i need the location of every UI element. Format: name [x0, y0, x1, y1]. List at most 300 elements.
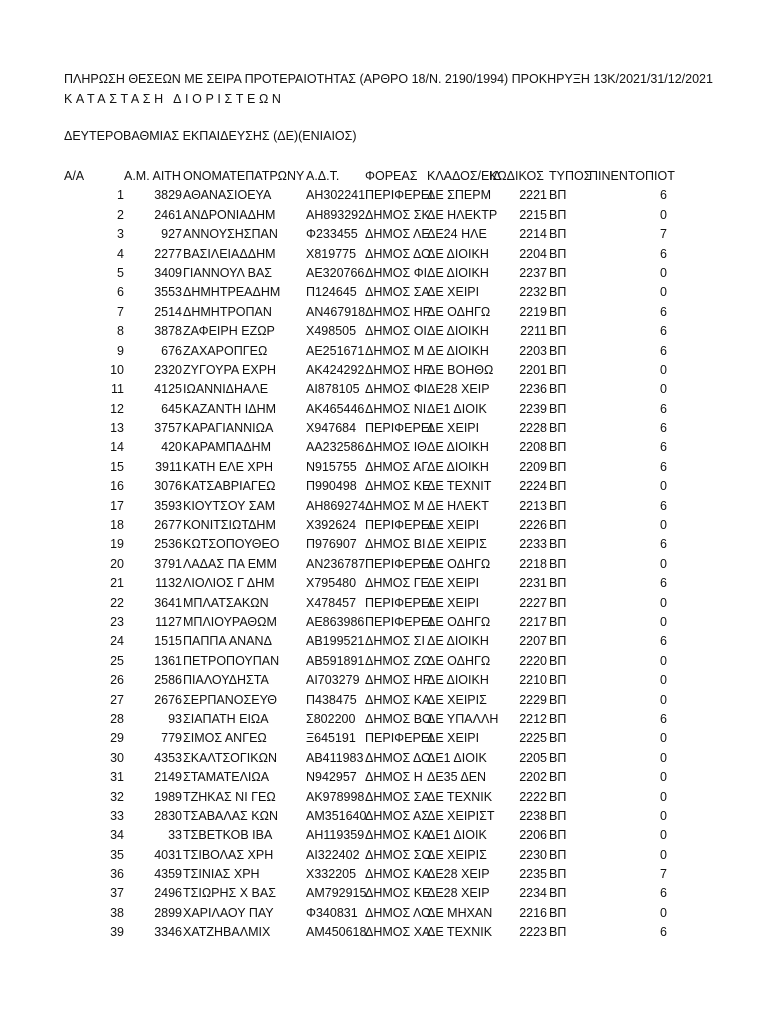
cell-aa: 31 [110, 770, 124, 785]
cell-klados: ΔΕ1 ΔΙΟΙΚ [427, 750, 487, 765]
cell-typ: ΒΠ [549, 304, 567, 319]
cell-name: ΛΑΔΑΣ ΠΑ ΕΜΜ [183, 556, 277, 571]
cell-aa: 32 [110, 789, 124, 804]
cell-am: 2514 [154, 304, 182, 319]
cell-klados: ΔΕ ΟΔΗΓΩ [427, 556, 491, 571]
table-row [0, 361, 768, 380]
cell-adt: ΑΒ411983 [306, 750, 364, 765]
cell-pin: 6 [660, 925, 667, 940]
cell-kod: 2230 [519, 847, 547, 862]
cell-pin: 6 [660, 324, 667, 339]
cell-pin: 6 [660, 711, 667, 726]
cell-typ: ΒΠ [549, 440, 567, 455]
cell-am: 3911 [155, 459, 182, 474]
table-row [0, 458, 768, 477]
cell-typ: ΒΠ [549, 692, 567, 707]
cell-pin: 6 [660, 246, 667, 261]
cell-kod: 2221 [519, 188, 547, 203]
cell-name: ΤΣΙΝΙΑΣ ΧΡΗ [183, 867, 260, 882]
table-row [0, 632, 768, 651]
cell-klados: ΔΕ1 ΔΙΟΙΚ [427, 401, 487, 416]
cell-foreas: ΠΕΡΙΦΕΡΕΙ [365, 188, 433, 203]
cell-typ: ΒΠ [549, 711, 567, 726]
cell-kod: 2235 [519, 867, 547, 882]
cell-aa: 21 [110, 576, 124, 591]
cell-am: 3553 [154, 285, 182, 300]
cell-pin: 0 [660, 847, 667, 862]
cell-name: ΤΣΙΩΡΗΣ Χ ΒΑΣ [183, 886, 276, 901]
cell-kod: 2224 [519, 479, 547, 494]
cell-aa: 33 [110, 808, 124, 823]
cell-adt: ΑΙ878105 [306, 382, 360, 397]
cell-klados: ΔΕ28 ΧΕΙΡ [427, 382, 490, 397]
cell-am: 2676 [154, 692, 182, 707]
header-kod: ΚΩΔΙΚΟΣ [489, 169, 544, 183]
cell-aa: 27 [110, 692, 124, 707]
cell-name: ΣΙΑΠΑΤΗ ΕΙΩΑ [183, 711, 269, 726]
table-row [0, 342, 768, 361]
cell-pin: 0 [660, 556, 667, 571]
cell-pin: 0 [660, 808, 667, 823]
cell-kod: 2223 [519, 925, 547, 940]
cell-adt: Ξ645191 [306, 731, 356, 746]
cell-foreas: ΔΗΜΟΣ ΣΙ [365, 634, 425, 649]
cell-kod: 2210 [519, 673, 547, 688]
cell-pin: 0 [660, 673, 667, 688]
cell-name: ΖΥΓΟΥΡΑ ΕΧΡΗ [183, 362, 277, 377]
cell-am: 1361 [154, 653, 182, 668]
cell-pin: 6 [660, 188, 667, 203]
cell-aa: 38 [110, 905, 124, 920]
cell-adt: Φ233455 [306, 227, 358, 242]
cell-aa: 6 [117, 285, 124, 300]
cell-typ: ΒΠ [549, 576, 567, 591]
cell-am: 645 [161, 401, 182, 416]
cell-name: ΒΑΣΙΛΕΙΑΔΔΗΜ [183, 246, 276, 261]
cell-klados: ΔΕ ΔΙΟΙΚΗ [427, 343, 489, 358]
cell-foreas: ΔΗΜΟΣ ΟΙ [365, 324, 427, 339]
cell-adt: Φ340831 [306, 905, 358, 920]
cell-typ: ΒΠ [549, 828, 567, 843]
cell-am: 2677 [154, 518, 182, 533]
cell-am: 927 [161, 227, 182, 242]
cell-pin: 6 [660, 421, 667, 436]
header-am: Α.Μ. ΑΙΤΗ [124, 169, 181, 183]
cell-adt: Χ819775 [306, 246, 357, 261]
table-row [0, 419, 768, 438]
cell-foreas: ΔΗΜΟΣ ΣΟ [365, 847, 432, 862]
header-typ: ΤΥΠΟΣ [549, 169, 592, 183]
table-header-row [0, 167, 768, 186]
cell-adt: ΑΜ351640 [306, 808, 367, 823]
cell-aa: 25 [110, 653, 124, 668]
cell-foreas: ΔΗΜΟΣ ΙΘ [365, 440, 427, 455]
cell-aa: 34 [110, 828, 124, 843]
cell-adt: Π976907 [306, 537, 357, 552]
table-row [0, 594, 768, 613]
cell-am: 4353 [154, 750, 182, 765]
table-row [0, 303, 768, 322]
cell-name: ΤΖΗΚΑΣ ΝΙ ΓΕΩ [183, 789, 276, 804]
cell-kod: 2228 [519, 421, 547, 436]
cell-aa: 36 [110, 867, 124, 882]
cell-adt: Χ332205 [306, 867, 357, 882]
cell-kod: 2234 [519, 886, 547, 901]
cell-kod: 2231 [519, 576, 547, 591]
cell-typ: ΒΠ [549, 847, 567, 862]
header-klados: ΚΛΑΔΟΣ/ΕΙΔ [427, 169, 502, 183]
cell-am: 1132 [155, 576, 182, 591]
cell-pin: 0 [660, 614, 667, 629]
cell-klados: ΔΕ ΔΙΟΙΚΗ [427, 440, 489, 455]
table-row [0, 535, 768, 554]
cell-am: 3409 [154, 265, 182, 280]
cell-foreas: ΠΕΡΙΦΕΡΕΙ [365, 518, 433, 533]
cell-kod: 2217 [519, 614, 547, 629]
cell-am: 2277 [154, 246, 182, 261]
cell-klados: ΔΕ ΧΕΙΡΙ [427, 595, 480, 610]
cell-adt: Χ392624 [306, 518, 357, 533]
cell-foreas: ΔΗΜΟΣ ΑΓ [365, 459, 429, 474]
header-foreas: ΦΟΡΕΑΣ [365, 169, 418, 183]
cell-name: ΣΚΑΛΤΣΟΓΙΚΩΝ [183, 750, 277, 765]
cell-typ: ΒΠ [549, 653, 567, 668]
cell-typ: ΒΠ [549, 925, 567, 940]
cell-klados: ΔΕ ΥΠΑΛΛΗ [427, 711, 499, 726]
cell-foreas: ΔΗΜΟΣ ΚΕ [365, 479, 431, 494]
cell-klados: ΔΕ ΔΙΟΙΚΗ [427, 673, 489, 688]
cell-foreas: ΔΗΜΟΣ ΔΟ [365, 750, 431, 765]
cell-kod: 2201 [519, 362, 547, 377]
cell-aa: 4 [117, 246, 124, 261]
cell-typ: ΒΠ [549, 750, 567, 765]
table-row [0, 186, 768, 205]
cell-typ: ΒΠ [549, 285, 567, 300]
cell-am: 1515 [154, 634, 182, 649]
table-row [0, 400, 768, 419]
cell-name: ΖΑΧΑΡΟΠΓΕΩ [183, 343, 268, 358]
cell-name: ΚΙΟΥΤΣΟΥ ΣΑΜ [183, 498, 276, 513]
cell-adt: ΑΗ869274 [306, 498, 366, 513]
section-heading: ΔΕΥΤΕΡΟΒΑΘΜΙΑΣ ΕΚΠΑΙΔΕΥΣΗΣ (ΔΕ)(ΕΝΙΑΙΟΣ) [64, 129, 357, 143]
cell-typ: ΒΠ [549, 614, 567, 629]
cell-foreas: ΠΕΡΙΦΕΡΕΙ [365, 421, 433, 436]
cell-kod: 2237 [519, 265, 547, 280]
cell-typ: ΒΠ [549, 537, 567, 552]
cell-klados: ΔΕ ΧΕΙΡΙ [427, 421, 480, 436]
cell-kod: 2215 [519, 207, 547, 222]
cell-foreas: ΔΗΜΟΣ ΔΟ [365, 246, 431, 261]
cell-am: 3878 [154, 324, 182, 339]
cell-name: ΚΩΤΣΟΠΟΥΘΕΟ [183, 537, 280, 552]
cell-aa: 28 [110, 711, 124, 726]
cell-klados: ΔΕ ΧΕΙΡΙ [427, 731, 480, 746]
cell-kod: 2226 [519, 518, 547, 533]
table-row [0, 322, 768, 341]
cell-typ: ΒΠ [549, 498, 567, 513]
header-name: ΟΝΟΜΑΤΕΠΑΤΡΩΝΥ [183, 169, 305, 183]
document-subtitle: ΚΑΤΑΣΤΑΣΗ ΔΙΟΡΙΣΤΕΩΝ [64, 92, 285, 106]
cell-am: 2320 [154, 362, 182, 377]
cell-aa: 14 [110, 440, 124, 455]
cell-typ: ΒΠ [549, 362, 567, 377]
table-row [0, 768, 768, 787]
cell-aa: 35 [110, 847, 124, 862]
cell-typ: ΒΠ [549, 731, 567, 746]
cell-am: 33 [168, 828, 182, 843]
cell-aa: 13 [110, 421, 124, 436]
cell-foreas: ΠΕΡΙΦΕΡΕΙ [365, 614, 433, 629]
cell-aa: 11 [111, 382, 124, 397]
cell-adt: ΑΙ703279 [306, 673, 360, 688]
cell-pin: 0 [660, 789, 667, 804]
cell-pin: 0 [660, 653, 667, 668]
cell-kod: 2233 [519, 537, 547, 552]
cell-am: 3593 [154, 498, 182, 513]
cell-pin: 0 [660, 518, 667, 533]
cell-foreas: ΔΗΜΟΣ Η [365, 770, 423, 785]
cell-name: ΠΕΤΡΟΠΟΥΠΑΝ [183, 653, 280, 668]
table-row [0, 283, 768, 302]
cell-adt: ΑΙ322402 [306, 847, 360, 862]
cell-aa: 8 [117, 324, 124, 339]
table-row [0, 652, 768, 671]
cell-name: ΚΑΤΣΑΒΡΙΑΓΕΩ [183, 479, 276, 494]
cell-name: ΣΙΜΟΣ ΑΝΓΕΩ [183, 731, 267, 746]
cell-adt: ΑΚ465446 [306, 401, 365, 416]
cell-name: ΑΝΝΟΥΣΗΣΠΑΝ [183, 227, 278, 242]
cell-typ: ΒΠ [549, 886, 567, 901]
cell-kod: 2232 [519, 285, 547, 300]
cell-aa: 17 [110, 498, 124, 513]
cell-kod: 2208 [519, 440, 547, 455]
cell-am: 779 [161, 731, 182, 746]
cell-adt: ΑΒ199521 [306, 634, 365, 649]
cell-pin: 0 [660, 479, 667, 494]
cell-adt: ΑΗ302241 [306, 188, 366, 203]
cell-name: ΑΘΑΝΑΣΙΟΕΥΑ [183, 188, 272, 203]
cell-typ: ΒΠ [549, 556, 567, 571]
cell-pin: 0 [660, 382, 667, 397]
table-row [0, 206, 768, 225]
cell-kod: 2225 [519, 731, 547, 746]
cell-name: ΑΝΔΡΟΝΙΑΔΗΜ [183, 207, 276, 222]
table-row [0, 729, 768, 748]
table-row [0, 380, 768, 399]
cell-aa: 24 [110, 634, 124, 649]
cell-aa: 5 [117, 265, 124, 280]
cell-adt: Π990498 [306, 479, 357, 494]
cell-am: 4359 [154, 867, 182, 882]
cell-klados: ΔΕ ΔΙΟΙΚΗ [427, 246, 489, 261]
cell-adt: Χ795480 [306, 576, 357, 591]
cell-kod: 2202 [519, 770, 547, 785]
cell-foreas: ΔΗΜΟΣ ΓΕ [365, 576, 429, 591]
table-row [0, 574, 768, 593]
cell-klados: ΔΕ ΔΙΟΙΚΗ [427, 324, 489, 339]
cell-aa: 30 [110, 750, 124, 765]
table-row [0, 865, 768, 884]
cell-name: ΚΟΝΙΤΣΙΩΤΔΗΜ [183, 518, 276, 533]
cell-typ: ΒΠ [549, 789, 567, 804]
cell-typ: ΒΠ [549, 382, 567, 397]
cell-adt: ΑΗ893292 [306, 207, 366, 222]
table-row [0, 477, 768, 496]
cell-adt: ΑΚ424292 [306, 362, 365, 377]
cell-klados: ΔΕ ΣΠΕΡΜ [427, 188, 492, 203]
cell-am: 2496 [154, 886, 182, 901]
cell-pin: 7 [660, 227, 667, 242]
cell-pin: 0 [660, 770, 667, 785]
table-row [0, 846, 768, 865]
cell-am: 4125 [154, 382, 182, 397]
cell-name: ΤΣΒΕΤΚΟΒ ΙΒΑ [183, 828, 273, 843]
cell-kod: 2214 [519, 227, 547, 242]
table-row [0, 788, 768, 807]
cell-klados: ΔΕ ΤΕΧΝΙΚ [427, 789, 493, 804]
cell-kod: 2239 [519, 401, 547, 416]
cell-am: 2149 [154, 770, 182, 785]
cell-adt: Ν915755 [306, 459, 357, 474]
cell-name: ΔΗΜΗΤΡΕΑΔΗΜ [183, 285, 281, 300]
cell-pin: 6 [660, 576, 667, 591]
cell-foreas: ΔΗΜΟΣ ΣΑ [365, 789, 430, 804]
cell-kod: 2209 [519, 459, 547, 474]
cell-klados: ΔΕ ΒΟΗΘΩ [427, 362, 494, 377]
cell-name: ΓΙΑΝΝΟΥΛ ΒΑΣ [183, 265, 273, 280]
cell-name: ΧΑΡΙΛΑΟΥ ΠΑΥ [183, 905, 274, 920]
cell-aa: 18 [110, 518, 124, 533]
cell-typ: ΒΠ [549, 673, 567, 688]
cell-pin: 0 [660, 207, 667, 222]
cell-foreas: ΔΗΜΟΣ ΛΕ [365, 227, 430, 242]
cell-klados: ΔΕ ΧΕΙΡΙ [427, 576, 480, 591]
cell-name: ΣΕΡΠΑΝΟΣΕΥΘ [183, 692, 277, 707]
cell-pin: 6 [660, 304, 667, 319]
cell-name: ΖΑΦΕΙΡΗ ΕΖΩΡ [183, 324, 275, 339]
cell-klados: ΔΕ ΔΙΟΙΚΗ [427, 634, 489, 649]
cell-klados: ΔΕ ΧΕΙΡΙΣ [427, 692, 487, 707]
table-row [0, 904, 768, 923]
cell-foreas: ΔΗΜΟΣ ΚΕ [365, 886, 431, 901]
cell-am: 2586 [154, 673, 182, 688]
cell-adt: ΑΒ591891 [306, 653, 365, 668]
cell-kod: 2222 [519, 789, 547, 804]
cell-aa: 7 [117, 304, 124, 319]
cell-am: 3076 [154, 479, 182, 494]
cell-kod: 2216 [519, 905, 547, 920]
table-row [0, 613, 768, 632]
cell-aa: 23 [110, 614, 124, 629]
cell-aa: 9 [117, 343, 124, 358]
cell-klados: ΔΕ ΧΕΙΡΙΣ [427, 847, 487, 862]
cell-typ: ΒΠ [549, 421, 567, 436]
cell-klados: ΔΕ28 ΧΕΙΡ [427, 867, 490, 882]
cell-klados: ΔΕ ΟΔΗΓΩ [427, 304, 491, 319]
header-pin: ΠΙΝΕΝΤΟΠΙΟΤ [589, 169, 675, 183]
cell-klados: ΔΕ ΜΗΧΑΝ [427, 905, 493, 920]
cell-typ: ΒΠ [549, 324, 567, 339]
cell-pin: 6 [660, 886, 667, 901]
cell-foreas: ΠΕΡΙΦΕΡΕΙ [365, 731, 433, 746]
document-title: ΠΛΗΡΩΣΗ ΘΕΣΕΩΝ ΜΕ ΣΕΙΡΑ ΠΡΟΤΕΡΑΙΟΤΗΤΑΣ (ΑΡΘΡΟ 18/Ν. 2190/1994) ΠΡΟΚΗΡΥΞΗ 13Κ/2021/31/12/2021 [64, 72, 713, 86]
cell-foreas: ΔΗΜΟΣ Μ [365, 343, 425, 358]
table-row [0, 671, 768, 690]
table-row [0, 826, 768, 845]
cell-klados: ΔΕ ΔΙΟΙΚΗ [427, 459, 489, 474]
cell-aa: 19 [110, 537, 124, 552]
appointees-table [0, 167, 768, 943]
table-row [0, 710, 768, 729]
cell-pin: 0 [660, 828, 667, 843]
cell-aa: 2 [117, 207, 124, 222]
cell-typ: ΒΠ [549, 595, 567, 610]
cell-adt: Ν942957 [306, 770, 357, 785]
cell-foreas: ΔΗΜΟΣ ΚΑ [365, 828, 431, 843]
cell-aa: 37 [110, 886, 124, 901]
cell-kod: 2204 [519, 246, 547, 261]
cell-foreas: ΔΗΜΟΣ ΗΡ [365, 362, 432, 377]
cell-klados: ΔΕ ΧΕΙΡΙ [427, 285, 480, 300]
cell-pin: 6 [660, 401, 667, 416]
cell-typ: ΒΠ [549, 188, 567, 203]
cell-foreas: ΔΗΜΟΣ ΑΣ [365, 808, 430, 823]
table-row [0, 884, 768, 903]
cell-name: ΣΤΑΜΑΤΕΛΙΩΑ [183, 770, 270, 785]
cell-adt: Σ802200 [306, 711, 356, 726]
table-row [0, 691, 768, 710]
cell-am: 1989 [154, 789, 182, 804]
cell-typ: ΒΠ [549, 207, 567, 222]
cell-foreas: ΔΗΜΟΣ ΣΚ [365, 207, 430, 222]
cell-typ: ΒΠ [549, 479, 567, 494]
cell-kod: 2207 [519, 634, 547, 649]
cell-aa: 1 [117, 188, 124, 203]
cell-adt: Π124645 [306, 285, 357, 300]
cell-pin: 6 [660, 634, 667, 649]
cell-typ: ΒΠ [549, 401, 567, 416]
cell-aa: 15 [110, 459, 124, 474]
cell-am: 2461 [154, 207, 182, 222]
cell-am: 3641 [154, 595, 182, 610]
cell-adt: Χ947684 [306, 421, 357, 436]
cell-am: 4031 [154, 847, 182, 862]
cell-adt: Χ478457 [306, 595, 357, 610]
cell-adt: ΑΕ251671 [306, 343, 365, 358]
cell-name: ΧΑΤΖΗΒΑΛΜΙΧ [183, 925, 271, 940]
cell-pin: 0 [660, 750, 667, 765]
cell-adt: Χ498505 [306, 324, 357, 339]
cell-aa: 39 [110, 925, 124, 940]
cell-klados: ΔΕ28 ΧΕΙΡ [427, 886, 490, 901]
cell-foreas: ΔΗΜΟΣ ΣΑ [365, 285, 430, 300]
cell-klados: ΔΕ ΤΕΧΝΙΚ [427, 925, 493, 940]
table-row [0, 497, 768, 516]
cell-am: 3829 [154, 188, 182, 203]
cell-klados: ΔΕ35 ΔΕΝ [427, 770, 487, 785]
cell-typ: ΒΠ [549, 808, 567, 823]
cell-foreas: ΔΗΜΟΣ ΦΙ [365, 265, 428, 280]
cell-pin: 6 [660, 537, 667, 552]
cell-pin: 0 [660, 362, 667, 377]
cell-kod: 2218 [519, 556, 547, 571]
cell-kod: 2213 [519, 498, 547, 513]
cell-am: 3757 [154, 421, 182, 436]
cell-foreas: ΔΗΜΟΣ ΗΡ [365, 673, 432, 688]
cell-kod: 2205 [519, 750, 547, 765]
cell-am: 2536 [154, 537, 182, 552]
cell-typ: ΒΠ [549, 343, 567, 358]
